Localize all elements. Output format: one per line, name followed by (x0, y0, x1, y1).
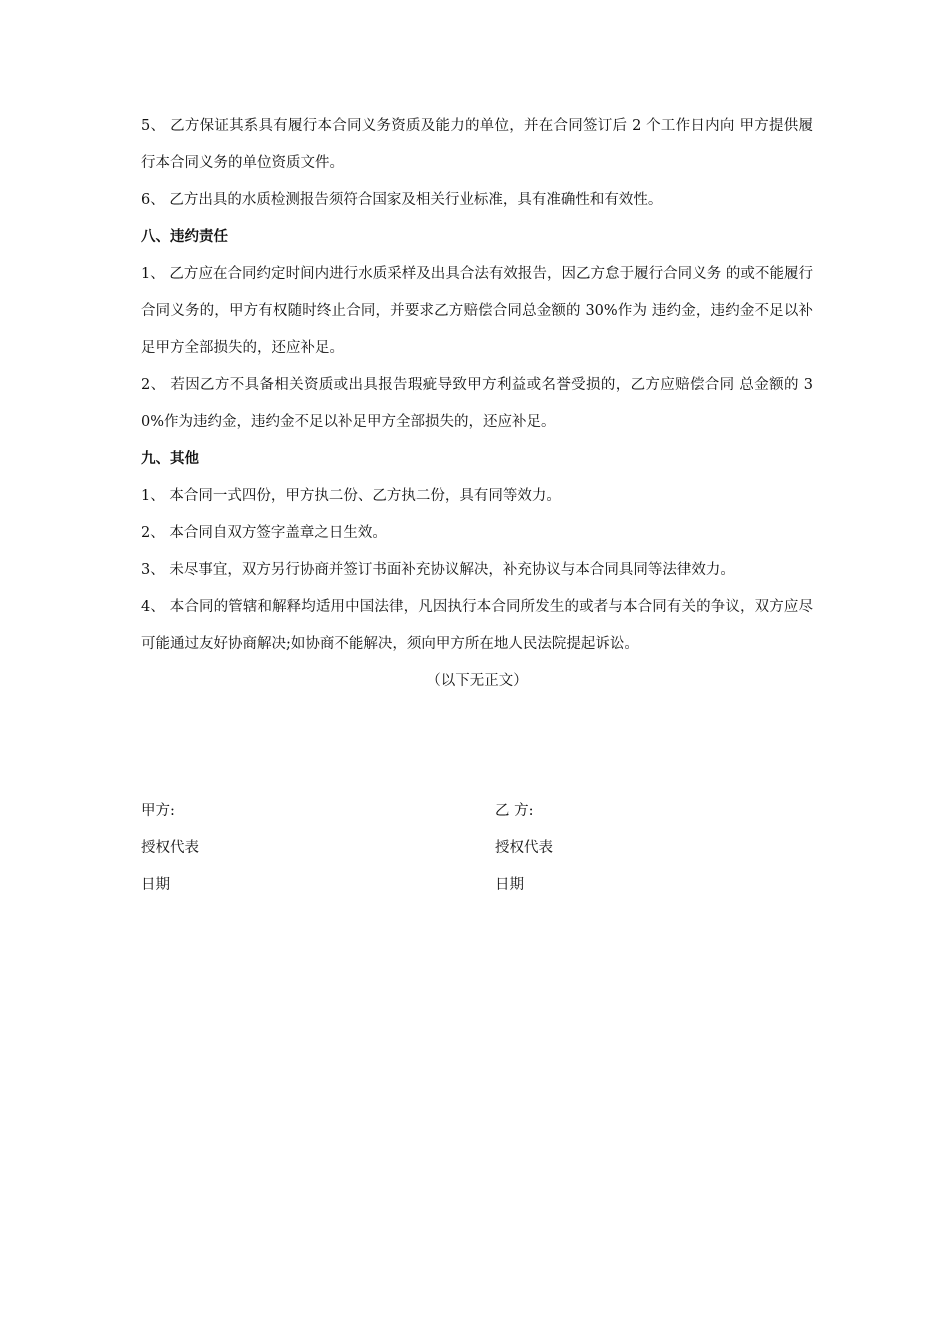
party-b-signature-block (495, 793, 553, 904)
party-a-label: 甲方: (141, 803, 175, 819)
party-b-representative-label: 授权代表 (495, 840, 553, 856)
clause-7-5: 5、 乙方保证其系具有履行本合同义务资质及能力的单位，并在合同签订后 2 个工作日内向 甲方提供履行本合同义务的单位资质文件。 (141, 118, 813, 171)
end-of-text-note: （以下无正文） (426, 673, 528, 689)
party-a-signature-block (141, 793, 199, 904)
clause-8-2: 2、 若因乙方不具备相关资质或出具报告瑕疵导致甲方利益或名誉受损的，乙方应赔偿合同 总金额的 30%作为违约金，违约金不足以补足甲方全部损失的，还应补足。 (141, 377, 813, 430)
party-b-date-label: 日期 (495, 877, 524, 893)
clause-9-2: 2、 本合同自双方签字盖章之日生效。 (141, 525, 387, 541)
clause-7-6: 6、 乙方出具的水质检测报告须符合国家及相关行业标准，具有准确性和有效性。 (141, 192, 663, 208)
party-b-label: 乙 方: (495, 803, 534, 819)
section-8-heading: 八、违约责任 (141, 229, 228, 245)
clause-8-1: 1、 乙方应在合同约定时间内进行水质采样及出具合法有效报告，因乙方怠于履行合同义务 的或不能履行合同义务的，甲方有权随时终止合同，并要求乙方赔偿合同总金额的 30%作为 违约金，违约金不足以补足甲方全部损失的，还应补足。 (141, 266, 813, 356)
section-9-heading: 九、其他 (141, 451, 199, 467)
party-a-date-label: 日期 (141, 877, 170, 893)
clause-9-4: 4、 本合同的管辖和解释均适用中国法律，凡因执行本合同所发生的或者与本合同有关的争议，双方应尽可能通过友好协商解决;如协商不能解决，须向甲方所在地人民法院提起诉讼。 (141, 599, 813, 652)
party-a-representative-label: 授权代表 (141, 840, 199, 856)
clause-9-1: 1、 本合同一式四份，甲方执二份、乙方执二份，具有同等效力。 (141, 488, 561, 504)
contract-body (141, 108, 813, 700)
clause-9-3: 3、 未尽事宜，双方另行协商并签订书面补充协议解决，补充协议与本合同具同等法律效力。 (141, 562, 735, 578)
